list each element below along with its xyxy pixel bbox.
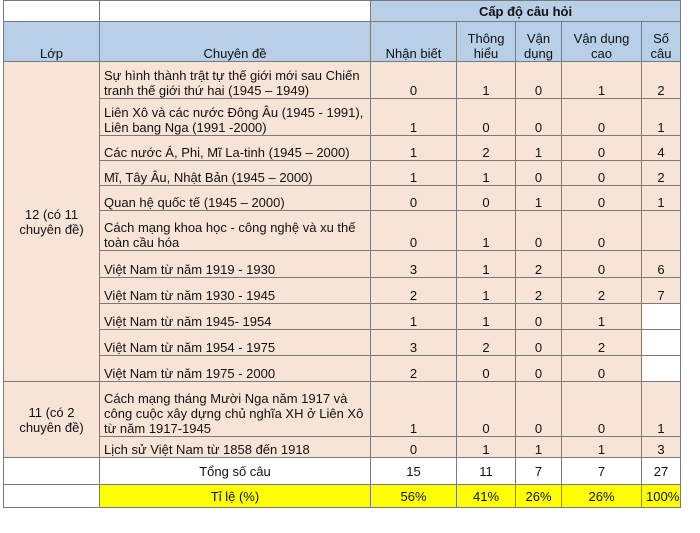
column-header-row [4,22,681,62]
apply-cell: 1 [516,437,562,458]
apply-high-cell: 1 [562,304,642,330]
topic-cell: Lịch sử Việt Nam từ 1858 đến 1918 [100,437,371,458]
understand-header: Thông hiểu [457,22,516,62]
recognize-header: Nhận biết [371,22,457,62]
table-row [4,161,681,186]
count-cell [642,304,681,330]
understand-cell: 1 [457,211,516,251]
table-row [4,304,681,330]
count-cell: 4 [642,136,681,161]
understand-cell: 0 [457,186,516,211]
topic-cell: Cách mạng tháng Mười Nga năm 1917 và công cuộc xây dựng chủ nghĩa XH ở Liên Xô từ năm 1917-1945 [100,382,371,437]
recognize-cell: 1 [371,304,457,330]
total-understand: 11 [457,458,516,485]
ratio-understand: 41% [457,485,516,508]
topic-cell: Việt Nam từ năm 1954 - 1975 [100,330,371,356]
exam-matrix-table [3,0,681,508]
understand-cell: 2 [457,330,516,356]
table-row [4,186,681,211]
table-row [4,330,681,356]
recognize-cell: 2 [371,278,457,304]
grade-12-label: 12 (có 11 chuyên đề) [4,62,100,382]
understand-cell: 0 [457,382,516,437]
table-row [4,136,681,161]
apply-high-cell: 0 [562,161,642,186]
ratio-apply: 26% [516,485,562,508]
table-row [4,437,681,458]
recognize-cell: 0 [371,62,457,99]
understand-cell: 1 [457,62,516,99]
ratio-row [4,485,681,508]
table-row [4,62,681,99]
recognize-cell: 1 [371,99,457,136]
ratio-count: 100% [642,485,681,508]
topic-cell: Sự hình thành trật tự thế giới mới sau Chiến tranh thế giới thứ hai (1945 – 1949) [100,62,371,99]
recognize-cell: 2 [371,356,457,382]
count-cell [642,330,681,356]
apply-cell: 2 [516,278,562,304]
grade-header: Lớp [4,22,100,62]
count-cell: 3 [642,437,681,458]
understand-cell: 1 [457,278,516,304]
ratio-apply-high: 26% [562,485,642,508]
total-row [4,458,681,485]
apply-cell: 1 [516,136,562,161]
apply-cell: 0 [516,99,562,136]
level-group-row [4,1,681,22]
topic-cell: Các nước Á, Phi, Mĩ La-tinh (1945 – 2000) [100,136,371,161]
apply-high-cell: 0 [562,251,642,278]
apply-cell: 2 [516,251,562,278]
understand-cell: 1 [457,161,516,186]
apply-cell: 0 [516,304,562,330]
grade-11-label: 11 (có 2 chuyên đề) [4,382,100,458]
count-header: Số câu [642,22,681,62]
table-row [4,356,681,382]
recognize-cell: 0 [371,437,457,458]
recognize-cell: 1 [371,382,457,437]
understand-cell: 1 [457,437,516,458]
apply-header: Vận dụng [516,22,562,62]
count-cell [642,211,681,251]
count-cell: 6 [642,251,681,278]
table-row [4,99,681,136]
topic-cell: Việt Nam từ năm 1919 - 1930 [100,251,371,278]
apply-high-header: Vận dụng cao [562,22,642,62]
topic-cell: Cách mạng khoa học - công nghệ và xu thế toàn cầu hóa [100,211,371,251]
apply-high-cell: 2 [562,330,642,356]
apply-cell: 0 [516,161,562,186]
apply-cell: 0 [516,382,562,437]
apply-high-cell: 0 [562,356,642,382]
topic-cell: Việt Nam từ năm 1945- 1954 [100,304,371,330]
topic-cell: Quan hệ quốc tế (1945 – 2000) [100,186,371,211]
recognize-cell: 1 [371,136,457,161]
recognize-cell: 3 [371,251,457,278]
topic-cell: Liên Xô và các nước Đông Âu (1945 - 1991), Liên bang Nga (1991 -2000) [100,99,371,136]
recognize-cell: 0 [371,186,457,211]
count-cell: 1 [642,382,681,437]
apply-high-cell: 0 [562,186,642,211]
recognize-cell: 1 [371,161,457,186]
recognize-cell: 3 [371,330,457,356]
total-apply-high: 7 [562,458,642,485]
apply-high-cell: 0 [562,99,642,136]
count-cell: 2 [642,62,681,99]
count-cell [642,356,681,382]
understand-cell: 1 [457,304,516,330]
apply-cell: 0 [516,211,562,251]
count-cell: 1 [642,99,681,136]
level-group-header: Cấp độ câu hỏi [371,1,681,22]
ratio-label: Tỉ lệ (%) [100,485,371,508]
apply-high-cell: 0 [562,136,642,161]
apply-high-cell: 1 [562,437,642,458]
apply-cell: 0 [516,62,562,99]
understand-cell: 0 [457,356,516,382]
apply-high-cell: 2 [562,278,642,304]
recognize-cell: 0 [371,211,457,251]
understand-cell: 2 [457,136,516,161]
understand-cell: 0 [457,99,516,136]
apply-high-cell: 0 [562,211,642,251]
total-apply: 7 [516,458,562,485]
total-count: 27 [642,458,681,485]
topic-header: Chuyên đề [100,22,371,62]
apply-cell: 1 [516,186,562,211]
apply-cell: 0 [516,356,562,382]
count-cell: 1 [642,186,681,211]
topic-cell: Việt Nam từ năm 1930 - 1945 [100,278,371,304]
table-row [4,251,681,278]
apply-high-cell: 0 [562,382,642,437]
table-row [4,382,681,437]
total-label: Tổng số câu [100,458,371,485]
total-recognize: 15 [371,458,457,485]
ratio-recognize: 56% [371,485,457,508]
topic-cell: Mĩ, Tây Âu, Nhật Bản (1945 – 2000) [100,161,371,186]
count-cell: 2 [642,161,681,186]
topic-cell: Việt Nam từ năm 1975 - 2000 [100,356,371,382]
count-cell: 7 [642,278,681,304]
apply-cell: 0 [516,330,562,356]
table-row [4,211,681,251]
understand-cell: 1 [457,251,516,278]
apply-high-cell: 1 [562,62,642,99]
table-row [4,278,681,304]
